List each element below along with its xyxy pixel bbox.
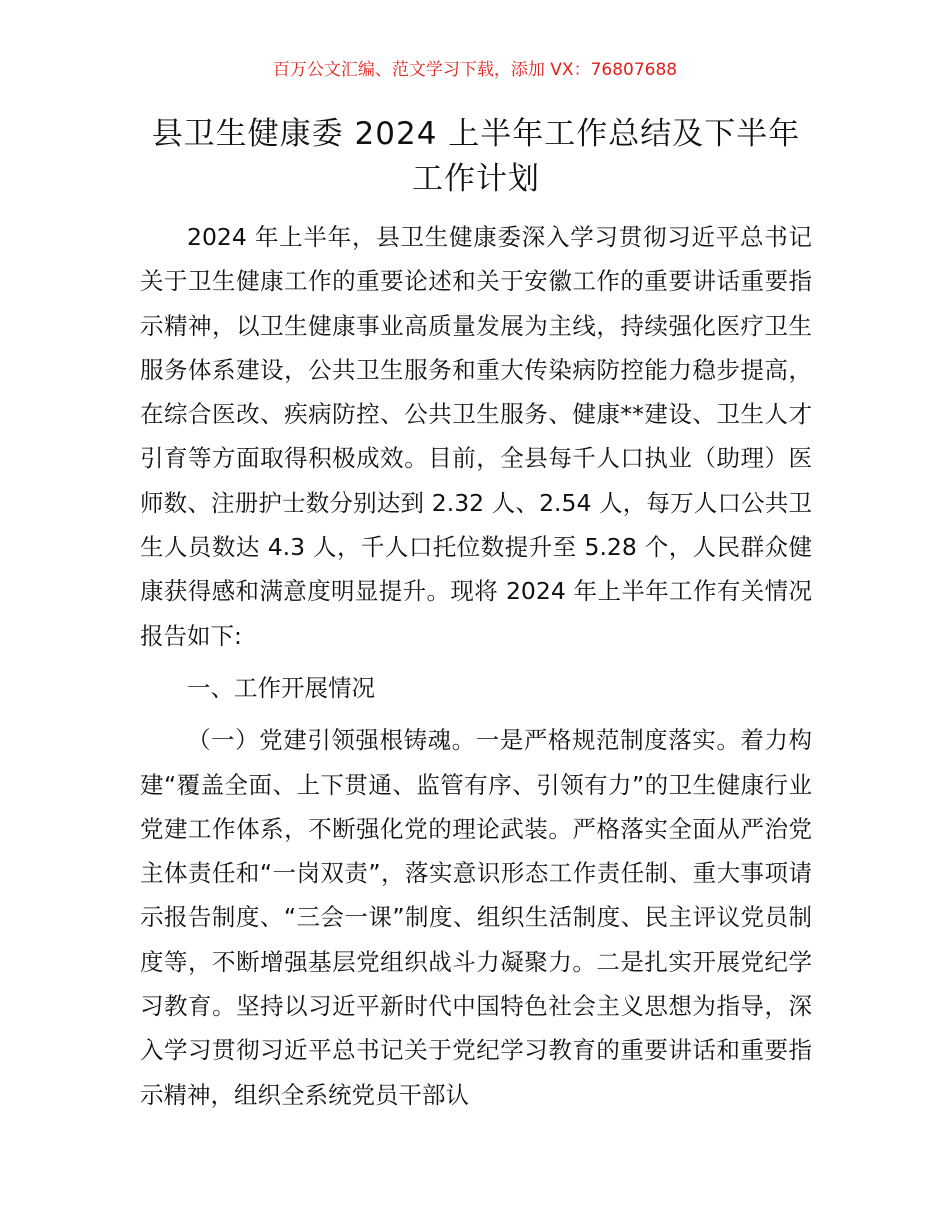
paragraph-intro: 2024 年上半年，县卫生健康委深入学习贯彻习近平总书记关于卫生健康工作的重要论述和关于安徽工作的重要讲话重要指示精神，以卫生健康事业高质量发展为主线，持续强化医疗卫生服务体系建设，公共卫生服务和重大传染病防控能力稳步提高，在综合医改、疾病防控、公共卫生服务、健康**建设、卫生人才引育等方面取得积极成效。目前，全县每千人口执业（助理）医师数、注册护士数分别达到 2.32 人、2.54 人，每万人口公共卫生人员数达 4.3 人，千人口托位数提升至 5.28 个，人民群众健康获得感和满意度明显提升。现将 2024 年上半年工作有关情况报告如下: xyxy=(140,223,812,650)
section-heading: 一、工作开展情况 xyxy=(187,673,375,702)
document-title: 县卫生健康委 2024 上半年工作总结及下半年工作计划 xyxy=(151,116,801,197)
promo-header: 百万公文汇编、范文学习下载，添加 VX：76807688 xyxy=(272,60,678,80)
paragraph-party-building: （一）党建引领强根铸魂。一是严格规范制度落实。着力构建“覆盖全面、上下贯通、监管有序、引领有力”的卫生健康行业党建工作体系，不断强化党的理论武装。严格落实全面从严治党主体责任和“一岗双责”，落实意识形态工作责任制、重大事项请示报告制度、“三会一课”制度、组织生活制度、民主评议党员制度等，不断增强基层党组织战斗力凝聚力。二是扎实开展党纪学习教育。坚持以习近平新时代中国特色社会主义思想为指导，深入学习贯彻习近平总书记关于党纪学习教育的重要讲话和重要指示精神，组织全系统党员干部认 xyxy=(140,726,812,1109)
document-body xyxy=(140,215,812,1117)
